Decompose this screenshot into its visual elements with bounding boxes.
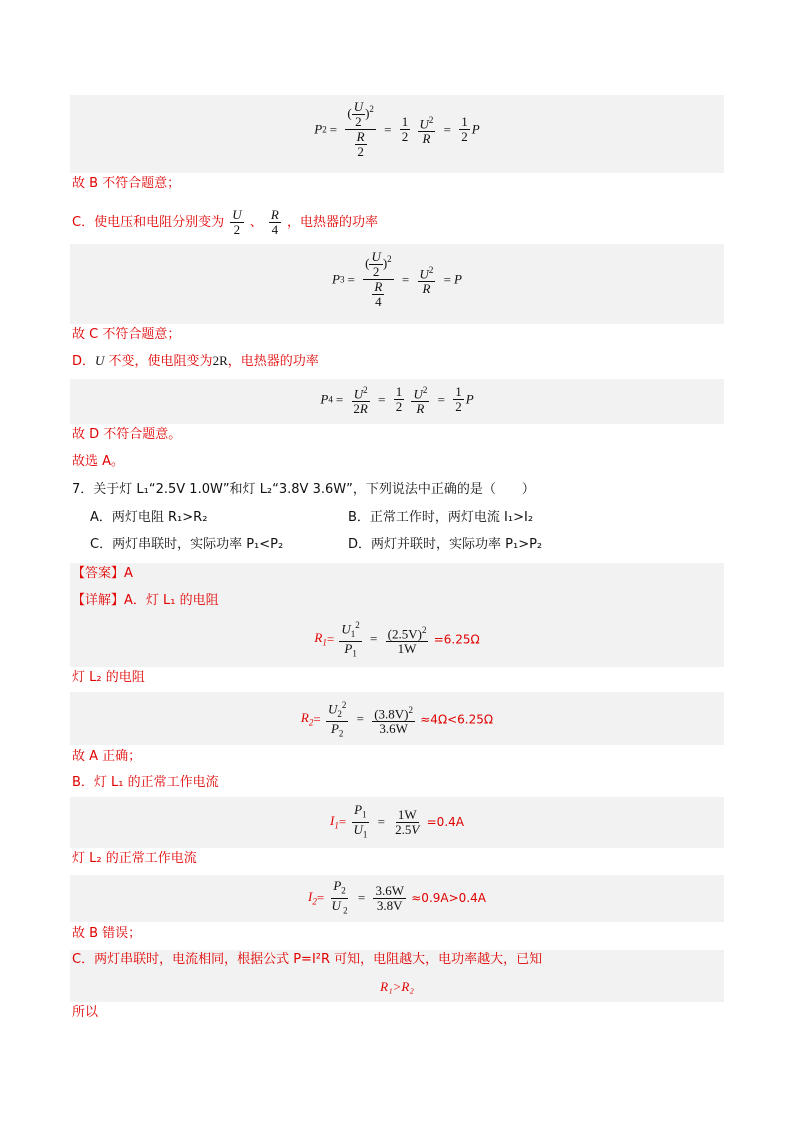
- formula-p4: P4 = $\frac{U^2}{2R}$ = $\frac{1}{2}$ $\frac{U^2}{R}$ = $\frac{1}{2}$ P: [320, 384, 474, 417]
- answer-line: 【答案】A: [72, 566, 133, 581]
- so-line: 所以: [72, 1005, 99, 1020]
- option-a: A．两灯电阻 R₁>R₂: [90, 510, 208, 525]
- formula-i2: $I_2=$ $\frac{P_2}{U _2}$ = $\frac{3.6W}{3.8V}$ ≈0.9A>0.4A: [308, 878, 486, 916]
- c-relation: R₁>R₂: [380, 979, 414, 994]
- detail-line: 【详解】A．灯 L₁ 的电阻: [72, 593, 219, 608]
- l2-current-line: 灯 L₂ 的正常工作电流: [72, 851, 197, 866]
- formula-i1: $I_1=$ $\frac{P_1}{U_1}$ = $\frac{1W}{2.5V}$ =0.4A: [330, 802, 464, 840]
- formula-r1: $R_1=$ $\frac{U_1^2}{P_1}$ = $\frac{(2.5V)^2}{1W}$ =6.25Ω: [314, 620, 480, 659]
- c-conclusion: 故 C 不符合题意；: [72, 327, 181, 342]
- c-intro: C．使电压和电阻分别变为 $\frac{U}{2}$ 、 $\frac{R}{4}$ ，电热器的功率: [72, 207, 379, 237]
- formula-p2: P2 = ( $\frac{U}{2}$ )$^2$ $\frac{R}{2}$ = $\frac{1}{2}$ $\frac{U^2}{R}$ = $\frac{1}{2}$ P: [314, 99, 480, 159]
- question-stem: 7．关于灯 L₁“2.5V 1.0W”和灯 L₂“3.8V 3.6W”，下列说法中正确的是（ ）: [72, 482, 535, 497]
- d-intro: D．U 不变，使电阻变为2R，电热器的功率: [72, 353, 319, 369]
- b-intro: B．灯 L₁ 的正常工作电流: [72, 775, 219, 790]
- l2-resistance-line: 灯 L₂ 的电阻: [72, 670, 145, 685]
- option-d: D．两灯并联时，实际功率 P₁>P₂: [348, 537, 543, 552]
- b-wrong: 故 B 错误；: [72, 926, 142, 941]
- formula-p3: P3 = ( $\frac{U}{2}$ )$^2$ $\frac{R}{4}$ = $\frac{U^2}{R}$ = P: [332, 249, 462, 309]
- choose-line: 故选 A。: [72, 454, 125, 469]
- c-explanation: C．两灯串联时，电流相同，根据公式 P=I²R 可知，电阻越大，电功率越大，已知: [72, 952, 543, 967]
- d-conclusion: 故 D 不符合题意。: [72, 427, 182, 442]
- a-correct: 故 A 正确；: [72, 749, 142, 764]
- formula-r2: $R_2=$ $\frac{U_2^2}{P_2}$ = $\frac{(3.8V)^2}{3.6W}$ ≈4Ω<6.25Ω: [300, 700, 494, 739]
- option-b: B．正常工作时，两灯电流 I₁>I₂: [348, 510, 534, 525]
- option-c: C．两灯串联时，实际功率 P₁<P₂: [90, 537, 284, 552]
- b-conclusion: 故 B 不符合题意；: [72, 176, 181, 191]
